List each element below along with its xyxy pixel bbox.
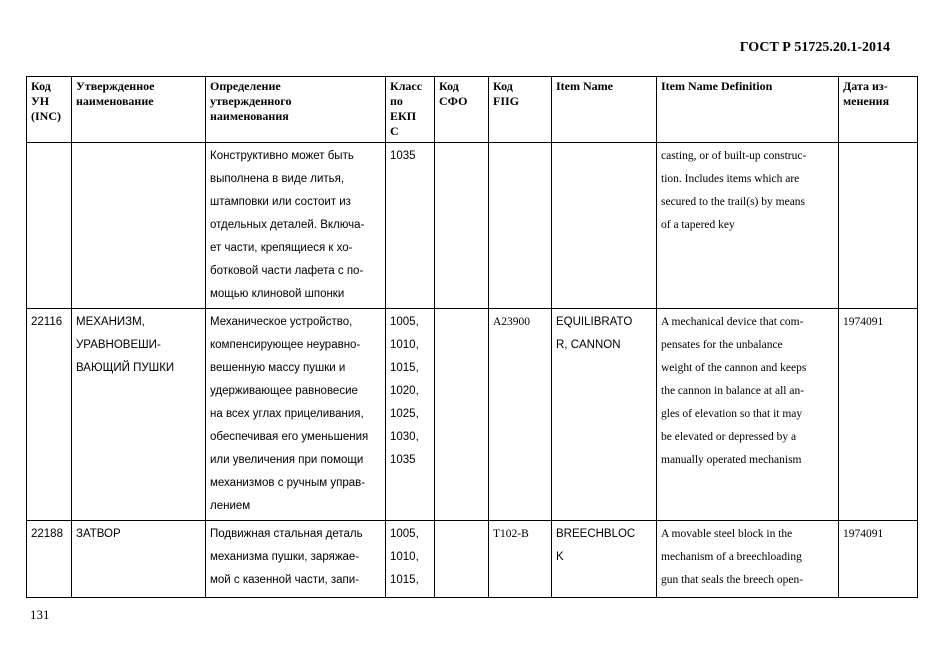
cell-name — [72, 309, 206, 521]
text-line: EQUILIBRATO — [556, 316, 633, 328]
classification-table — [26, 76, 918, 598]
text-line: механизма пушки, заряжае- — [210, 551, 360, 563]
col-definition — [206, 77, 386, 143]
cell-sfo — [435, 521, 489, 598]
text-line: A movable steel block in the — [661, 528, 793, 540]
table-row — [27, 521, 918, 598]
text-line: 1015, — [390, 362, 419, 374]
text-line: утвержденного — [210, 94, 292, 108]
text-line: the cannon in balance at all an- — [661, 385, 805, 397]
cell-fiig — [489, 143, 552, 309]
text-line: Код — [31, 79, 51, 93]
text-line: of a tapered key — [661, 219, 735, 231]
cell-sfo — [435, 143, 489, 309]
text-line: weight of the cannon and keeps — [661, 362, 807, 374]
cell-definition — [206, 143, 386, 309]
text-line: отдельных деталей. Включа- — [210, 219, 365, 231]
text-line: механизмов с ручным управ- — [210, 477, 366, 489]
text-line: be elevated or depressed by a — [661, 431, 797, 443]
cell-item-definition — [657, 309, 839, 521]
text-line: ВАЮЩИЙ ПУШКИ — [76, 362, 175, 374]
cell-name — [72, 521, 206, 598]
cell-sfo — [435, 309, 489, 521]
text-line: Механическое устройство, — [210, 316, 353, 328]
text-line: мощью клиновой шпонки — [210, 288, 345, 300]
text-line: 1020, — [390, 385, 419, 397]
text-line: ЕКП — [390, 109, 417, 123]
text-line: Утвержденное — [76, 79, 155, 93]
table-row — [27, 143, 918, 309]
col-fiig — [489, 77, 552, 143]
text-line: или увеличения при помощи — [210, 454, 364, 466]
col-item-name: Item Name — [552, 77, 657, 143]
text-line: Конструктивно может быть — [210, 150, 354, 162]
text-line: BREECHBLOC — [556, 528, 636, 540]
text-line: 1005, — [390, 528, 419, 540]
col-item-name-definition: Item Name Definition — [657, 77, 839, 143]
text-line: Подвижная стальная деталь — [210, 528, 363, 540]
text-line: 1015, — [390, 574, 419, 586]
standard-number: ГОСТ Р 51725.20.1-2014 — [739, 40, 890, 55]
text-line: ЗАТВОР — [76, 528, 121, 540]
text-line: manually operated mechanism — [661, 454, 802, 466]
col-class-ekps — [386, 77, 435, 143]
text-line: ботковой части лафета с по- — [210, 265, 364, 277]
text-line: casting, or of built-up construc- — [661, 150, 807, 162]
text-line: Код — [493, 79, 513, 93]
text-line: Определение — [210, 79, 281, 93]
text-line: штамповки или состоит из — [210, 196, 351, 208]
text-line: 1005, — [390, 316, 419, 328]
cell-item-definition — [657, 521, 839, 598]
text-line: pensates for the unbalance — [661, 339, 783, 351]
text-line: R, CANNON — [556, 339, 621, 351]
text-line: менения — [843, 94, 890, 108]
text-line: наименование — [76, 94, 154, 108]
cell-date: 1974091 — [839, 309, 918, 521]
cell-item-name — [552, 309, 657, 521]
text-line: С — [390, 124, 399, 138]
page-number: 131 — [30, 607, 50, 622]
text-line: secured to the trail(s) by means — [661, 196, 806, 208]
cell-item-name — [552, 143, 657, 309]
text-line: по — [390, 94, 403, 108]
cell-fiig: A23900 — [489, 309, 552, 521]
text-line: K — [556, 551, 564, 563]
text-line: компенсирующее неуравно- — [210, 339, 361, 351]
text-line: удерживающее равновесие — [210, 385, 358, 397]
cell-date — [839, 143, 918, 309]
text-line: 1030, — [390, 431, 419, 443]
text-line: FIIG — [493, 94, 520, 108]
cell-inc: 22188 — [27, 521, 72, 598]
text-line: мой с казенной части, запи- — [210, 574, 360, 586]
text-line: tion. Includes items which are — [661, 173, 800, 185]
table-row — [27, 309, 918, 521]
text-line: обеспечивая его уменьшения — [210, 431, 369, 443]
text-line: 1025, — [390, 408, 419, 420]
col-inc — [27, 77, 72, 143]
text-line: Код — [439, 79, 459, 93]
text-line: Дата из- — [843, 79, 888, 93]
cell-date: 1974091 — [839, 521, 918, 598]
cell-class — [386, 143, 435, 309]
cell-definition — [206, 521, 386, 598]
text-line: A mechanical device that com- — [661, 316, 804, 328]
text-line: 1010, — [390, 551, 419, 563]
cell-class — [386, 309, 435, 521]
text-line: УРАВНОВЕШИ- — [76, 339, 161, 351]
text-line: gles of elevation so that it may — [661, 408, 803, 420]
text-line: на всех углах прицеливания, — [210, 408, 364, 420]
text-line: mechanism of a breechloading — [661, 551, 802, 563]
text-line: ет части, крепящиеся к хо- — [210, 242, 353, 254]
cell-inc: 22116 — [27, 309, 72, 521]
cell-inc — [27, 143, 72, 309]
text-line: вешенную массу пушки и — [210, 362, 346, 374]
cell-item-definition — [657, 143, 839, 309]
text-line: УН — [31, 94, 50, 108]
header-row — [27, 77, 918, 143]
text-line: наименования — [210, 109, 289, 123]
text-line: gun that seals the breech open- — [661, 574, 804, 586]
cell-fiig: T102-B — [489, 521, 552, 598]
col-sfo — [435, 77, 489, 143]
text-line: (INC) — [31, 109, 61, 123]
text-line: 1010, — [390, 339, 419, 351]
cell-class — [386, 521, 435, 598]
cell-name — [72, 143, 206, 309]
text-line: Класс — [390, 79, 423, 93]
cell-item-name — [552, 521, 657, 598]
text-line: лением — [210, 500, 251, 512]
text-line: 1035 — [390, 150, 416, 162]
col-approved-name — [72, 77, 206, 143]
text-line: 1035 — [390, 454, 416, 466]
text-line: СФО — [439, 94, 468, 108]
cell-definition — [206, 309, 386, 521]
text-line: МЕХАНИЗМ, — [76, 316, 145, 328]
text-line: выполнена в виде литья, — [210, 173, 345, 185]
col-date — [839, 77, 918, 143]
